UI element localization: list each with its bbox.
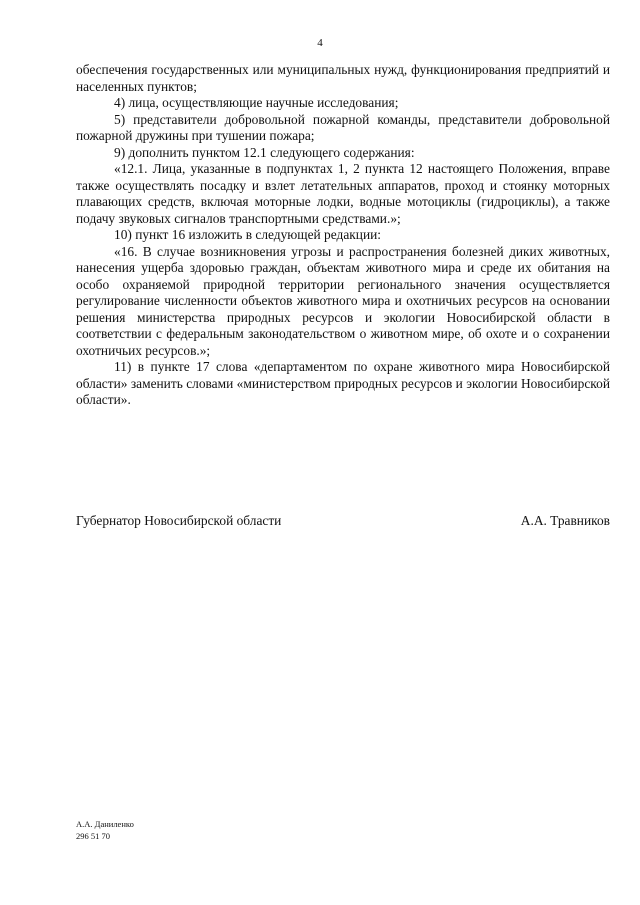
paragraph-item-4: 4) лица, осуществляющие научные исследования; bbox=[114, 95, 399, 110]
paragraph-continuation: обеспечения государственных или муниципальных нужд, функционирования предприятий и населенных пунктов; bbox=[76, 62, 610, 94]
paragraph-item-11: 11) в пункте 17 слова «департаментом по охране животного мира Новосибирской области» заменить словами «министерством природных ресурсов и экологии Новосибирской области». bbox=[76, 359, 610, 407]
executor-phone: 296 51 70 bbox=[76, 830, 110, 841]
executor-name: А.А. Даниленко bbox=[76, 819, 134, 829]
signatory-position: Губернатор Новосибирской области bbox=[76, 513, 282, 528]
paragraph-quote-16: «16. В случае возникновения угрозы и распространения болезней диких животных, нанесения ущерба здоровью граждан, объектам животного мира и среде их обитания на особо охраняемой природной территории регионального значения осуществляется регулирование численности объектов животного мира и охотничьих ресурсов на основании решения министерства природных ресурсов и экологии Новосибирской области в соответствии с федеральным законодательством о животном мире, об охоте и о сохранении охотничьих ресурсов.»; bbox=[76, 243, 610, 358]
paragraph-item-9: 9) дополнить пунктом 12.1 следующего содержания: bbox=[114, 144, 415, 160]
executor-block bbox=[76, 819, 134, 842]
paragraph-item-5: 5) представители добровольной пожарной команды, представители добровольной пожарной дружины при тушении пожара; bbox=[76, 111, 610, 143]
page-number: 4 bbox=[317, 37, 323, 49]
signatory-name: А.А. Травников bbox=[520, 513, 610, 528]
signature-block bbox=[76, 512, 610, 529]
paragraph-item-10: 10) пункт 16 изложить в следующей редакции: bbox=[114, 227, 382, 242]
paragraph-quote-12-1: «12.1. Лица, указанные в подпунктах 1, 2 пункта 12 настоящего Положения, вправе также осуществлять посадку и взлет летательных аппаратов, проход и стоянку моторных плавающих средств, включая моторные лодки, водные мотоциклы (гидроциклы), а также подачу звуковых сигналов транспортными средствами.»; bbox=[76, 161, 610, 226]
document-body bbox=[76, 62, 610, 409]
